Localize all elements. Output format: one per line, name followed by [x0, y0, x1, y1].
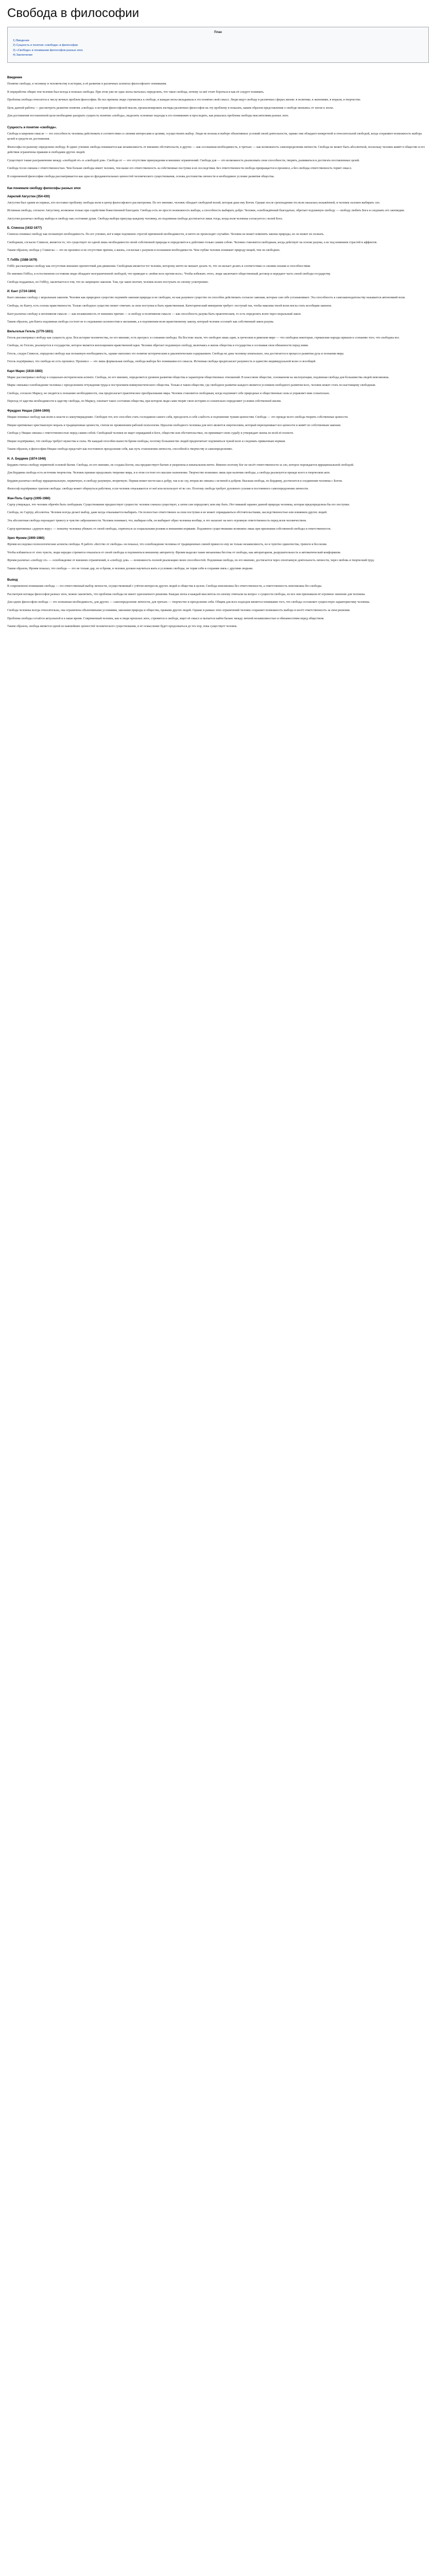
intro-heading: Введение	[7, 76, 23, 79]
toc-title: План	[214, 31, 222, 34]
essence-heading: Сущность и понятие «свобода».	[7, 126, 57, 129]
table-of-contents	[7, 27, 429, 63]
intro-section	[7, 76, 429, 119]
philosopher-name: Аврелий Августин (354-430)	[7, 195, 50, 198]
essence-section	[7, 126, 429, 180]
philosopher-paragraph: Фромм различал «свободу от» — освобождение от внешних ограничений, и «свободу для» — возможность полной реализации своих способностей. Подлинная свобода, по его мнению, достигается через спонтанную деятельность личности, через любовь и творческий труд.	[7, 559, 375, 563]
philosopher-paragraph: Ницше понимал свободу как волю к власти и самоутверждению. Свободен тот, кто способен стать господином самого себя, преодолеть в себе слабость и подчинение чужим ценностям. Свобода — это прежде всего свобода творить собственные ценности.	[7, 416, 348, 419]
philosopher-paragraph: Свобода, согласно Марксу, не сводится к познанию необходимости, она предполагает практическое преобразование мира. Человек становится свободным, когда подчиняет себе природные и общественные силы и управляет ими сознательно.	[7, 392, 330, 395]
philosopher-name: Н. А. Бердяев (1874-1948)	[7, 457, 46, 461]
philosopher-paragraph: Свобода, по Гегелю, реализуется в государстве, которое является воплощением нравственной идеи. Человек обретает подлинную свободу, включаясь в жизнь общества и государства и осознавая свои обязанности перед ними.	[7, 344, 309, 348]
essence-paragraph: Философы по-разному определяли свободу. В одних учениях свобода понимается как независимость от внешних обстоятельств, в других — как осознанная необходимость, в третьих — как возможность самоопределения личности. Свобода не может быть абсолютной, поскольку человек живёт в обществе и его действия ограничены правами и свободами других людей.	[7, 145, 425, 155]
philosopher-name: Жан-Поль Сартр (1905-1980)	[7, 497, 50, 500]
philosopher-block	[7, 370, 429, 404]
philosopher-paragraph: Бердяев считал свободу первичной основой бытия. Свобода, по его мнению, не создана Богом, она предшествует бытию и укоренена в изначальном ничто. Именно поэтому Бог не несёт ответственности за зло, которое порождается иррациональной свободой.	[7, 463, 354, 467]
toc-item-essence[interactable]: 2) Сущность и понятие «свобода» в философии	[13, 44, 78, 47]
conclusion-section	[7, 579, 429, 629]
toc-item-conclusion[interactable]: 4) Заключение	[13, 54, 33, 57]
philosopher-paragraph: Философ подчёркивал трагизм свободы: свобода может обернуться рабством, если человек отказывается от неё или использует её во зло. Поэтому свобода требует духовного усилия и постоянного самоопределения личности.	[7, 487, 309, 491]
philosopher-paragraph: Свобода подданных, по Гоббсу, заключается в том, что не запрещено законом. Там, где закон молчит, человек волен поступать по своему усмотрению.	[7, 280, 209, 284]
toc-item-eras[interactable]: 3) «Свобода» в понимании философов разных эпох	[13, 48, 83, 52]
philosopher-paragraph: Маркс рассматривал свободу в социально-историческом аспекте. Свобода, по его мнению, определяется уровнем развития общества и характером общественных отношений. В классовом обществе, основанном на эксплуатации, подлинная свобода для большинства людей невозможна.	[7, 376, 390, 379]
conclusion-paragraph: Рассмотрев взгляды философов разных эпох, можно заключить, что проблема свободы не имеет однозначного решения. Каждая эпоха и каждый мыслитель по-своему отвечали на вопрос о сущности свободы, но все они признавали её огромное значение для человека.	[7, 592, 365, 596]
philosopher-paragraph: Кант различал свободу в негативном смысле — как независимость от внешних причин — и свободу в позитивном смысле — как способность разума быть практическим, то есть определять волю через моральный закон.	[7, 312, 302, 316]
philosopher-block	[7, 259, 429, 285]
essence-paragraph: Существует также разграничение между «свободой от» и «свободой для». Свобода от — это отсутствие принуждения и внешних ограничений. Свобода для — это возможность реализовать свои способности, творить, развиваться и достигать поставленных целей.	[7, 159, 360, 162]
eras-section	[7, 187, 429, 572]
philosopher-paragraph: Таким образом, свобода у Спинозы — это не произвол и не отсутствие причин, а жизнь, согласная с разумом и познанием необходимости. Чем глубже человек понимает природу вещей, тем он свободнее.	[7, 249, 281, 252]
philosopher-paragraph: Сартр критиковал «дурную веру» — попытку человека убежать от своей свободы, спрятаться за социальными ролями и внешними нормами. Подлинное существование возможно лишь при признании собственной свободы и ответственности.	[7, 527, 332, 531]
intro-paragraph: Понятие свободы, к человеку и человечеству в истории, и её развитие в различных аспектах философского понимания.	[7, 82, 167, 86]
philosopher-block	[7, 410, 429, 452]
philosopher-paragraph: Августин различал свободу выбора и свободу как состояние души. Свобода выбора присуща каждому человеку, но подлинная свобода достигается лишь тогда, когда воля человека согласуется с волей Бога.	[7, 217, 283, 221]
philosopher-paragraph: Эта абсолютная свобода порождает тревогу и чувство заброшенности. Человек понимает, что, выбирая себя, он выбирает образ человека вообще, и это налагает на него огромную ответственность перед всем человечеством.	[7, 519, 307, 523]
eras-heading: Как понимали свободу философы разных эпох	[7, 187, 81, 190]
intro-paragraph: В переработке общих тем человек был всегда в поисках свободы. При этом уже не одна эпоха пыталась определить, что такое свобода, почему за неё стоит бороться и как её следует понимать.	[7, 90, 265, 94]
philosopher-paragraph: Гегель, следуя Спинозе, определял свободу как познанную необходимость, однако наполнял это понятие историческим и диалектическим содержанием. Свобода не дана человеку изначально, она достигается в процессе развития духа и познания мира.	[7, 352, 344, 355]
philosopher-paragraph: Для Бердяева свобода есть источник творчества. Человек призван продолжать творение мира, и в этом состоит его высшее назначение. Творчество возможно лишь при наличии свободы, а свобода реализуется прежде всего в творческом акте.	[7, 471, 330, 475]
philosopher-paragraph: Спиноза понимал свободу как познанную необходимость. По его учению, всё в мире подчинено строгой причинной необходимости, и ничто не происходит случайно. Человек не может изменить законы природы, но он может их познать.	[7, 233, 324, 236]
intro-paragraph: Для достижения поставленной цели необходимо раскрыть сущность понятия «свобода», выделить основные подходы к его пониманию и проследить, как решалась проблема свободы мыслителями разных эпох.	[7, 114, 289, 118]
philosopher-paragraph: Таким образом, в философии Ницше свобода предстаёт как постоянное преодоление себя, как путь становления личности, способной к творчеству и самоопределению.	[7, 448, 233, 451]
conclusion-paragraph: Для одних философов свобода — это познанная необходимость, для других — самоопределение личности, для третьих — творчество и преодоление себя. Общим для всех подходов является понимание того, что свобода составляет сущностную характеристику человека.	[7, 601, 370, 604]
philosopher-block	[7, 457, 429, 492]
philosopher-paragraph: Свобода, по Канту, есть основа нравственности. Только свободное существо может отвечать за свои поступки и быть нравственным. Категорический императив требует: поступай так, чтобы максима твоей воли могла стать всеобщим законом.	[7, 304, 332, 308]
document-page	[0, 0, 436, 630]
philosopher-paragraph: Гегель подчёркивал, что свобода не есть произвол. Произвол — это лишь формальная свобода, свобода выбора без понимания его смысла. Истинная свобода предполагает разумность и единство индивидуальной воли со всеобщей.	[7, 360, 317, 364]
philosopher-paragraph: Бердяев различал свободу иррациональную, первичную, и свободу разумную, вторичную. Первая может вести как к добру, так и ко злу, вторая же связана с истиной и добром. Высшая свобода, по Бердяеву, достигается в соединении человека с Богом.	[7, 479, 343, 483]
philosopher-paragraph: Августин был одним из первых, кто поставил проблему свободы воли в центр философского рассмотрения. По его мнению, человек обладает свободной волей, которая дана ему Богом. Однако после грехопадения эта воля оказалась искажённой, и человек склонен выбирать зло.	[7, 201, 380, 205]
conclusion-paragraph: Проблема свободы остаётся актуальной и в наше время. Современный человек, как и люди прошлых эпох, стремится к свободе, ищет её смысл и пытается найти баланс между личной независимостью и обязанностями перед обществом.	[7, 617, 324, 620]
philosopher-paragraph: Чтобы избавиться от этих чувств, люди нередко стремятся отказаться от своей свободы и подчиниться внешнему авторитету. Фромм выделял такие механизмы бегства от свободы, как авторитаризм, разрушительность и автоматический конформизм.	[7, 551, 341, 554]
philosopher-name: Вильгельм Гегель (1770-1831)	[7, 330, 54, 333]
philosopher-paragraph: По мнению Гоббса, в естественном состоянии люди обладают неограниченной свободой, что приводит к «войне всех против всех». Чтобы избежать этого, люди заключают общественный договор и передают часть своей свободы государству.	[7, 273, 331, 276]
philosopher-paragraph: Переход от царства необходимости к царству свободы, по Марксу, означает такое состояние общества, при котором люди сами творят свою историю и сознательно определяют условия собственной жизни.	[7, 400, 282, 403]
philosopher-paragraph: Ницше критиковал христианскую мораль и традиционные ценности, считая их проявлением рабской психологии. Идеалом свободного человека для него является сверхчеловек, который переоценивает все ценности и живёт по собственным законам.	[7, 423, 341, 427]
philosopher-paragraph: Гоббс рассматривал свободу как отсутствие внешних препятствий для движения. Свободным является тот человек, которому ничто не мешает делать то, что он желает делать в соответствии со своими силами и способностями.	[7, 264, 311, 268]
philosopher-block	[7, 227, 429, 253]
philosopher-name: Б. Спиноза (1632-1677)	[7, 227, 42, 230]
philosopher-paragraph: Таким образом, для Канта подлинная свобода состоит не в следовании склонностям и желаниям, а в подчинении воли нравственному закону, который человек осознаёт как собственный закон разума.	[7, 320, 274, 324]
philosopher-paragraph: Гегель рассматривал свободу как сущность духа. Вся история человечества, по его мнению, есть прогресс в сознании свободы. На Востоке знали, что свободен лишь один, в греческом и римском мире — что свободны некоторые, германские народы пришли к сознанию того, что свободны все.	[7, 336, 400, 340]
philosopher-name: Карл Маркс (1818-1883)	[7, 369, 43, 373]
philosopher-block	[7, 537, 429, 571]
philosopher-paragraph: Фромм исследовал психологические аспекты свободы. В работе «Бегство от свободы» он показал, что освобождение человека от традиционных связей принесло ему не только независимость, но и чувство одиночества, тревоги и бессилия.	[7, 543, 327, 547]
intro-paragraph: Проблема свободы относится к числу вечных проблем философии. Во все времена люди стремились к свободе, и каждая эпоха вкладывала в это понятие свой смысл. Люди ищут свободу в различных сферах жизни: в политике, в экономике, в морали, в творчестве.	[7, 98, 361, 102]
essence-paragraph: Свобода тесно связана с ответственностью. Чем больше свободы имеет человек, тем выше его ответственность за собственные поступки и их последствия. Без ответственности свобода превращается в произвол, а без свободы ответственность теряет смысл.	[7, 167, 352, 171]
essence-paragraph: В современной философии свобода рассматривается как одна из фундаментальных ценностей человеческого существования, основа достоинства личности и необходимое условие развития общества.	[7, 175, 275, 178]
philosopher-paragraph: Сартр утверждал, что человек обречён быть свободным. Существование предшествует сущности: человек сначала существует, а затем сам определяет, кем ему быть. Нет никакой заранее данной природы человека, которая предопределяла бы его поступки.	[7, 503, 350, 506]
philosopher-paragraph: Свобода, по Сартру, абсолютна. Человек всегда делает выбор, даже когда отказывается выбирать. Он полностью ответственен за свои поступки и не может оправдываться обстоятельствами, наследственностью или влиянием других людей.	[7, 511, 327, 515]
philosopher-name: И. Кант (1724-1804)	[7, 290, 36, 294]
philosopher-block	[7, 330, 429, 365]
essence-paragraph: Свобода в широком смысле — это способность человека действовать в соответствии со своими интересами и целями, осуществлять выбор. Люди не вольны в выборе объективных условий своей деятельности, однако они обладают конкретной и относительной свободой, когда сохраняют возможность выбора целей и средств их достижения.	[7, 132, 422, 141]
conclusion-paragraph: Свобода человека всегда относительна, она ограничена объективными условиями, законами природы и общества, правами других людей. Однако в рамках этих ограничений человек сохраняет возможность выбора и несёт ответственность за свои решения.	[7, 608, 351, 612]
philosopher-paragraph: Свободным, согласно Спинозе, является то, что существует по одной лишь необходимости своей собственной природы и определяется к действию только самим собою. Человек становится свободным, когда действует на основе разума, а не под влиянием страстей и аффектов.	[7, 241, 377, 244]
conclusion-paragraph: Таким образом, свобода является одной из важнейших ценностей человеческого существования, и её осмысление будет продолжаться до тех пор, пока существует человек.	[7, 625, 238, 629]
intro-paragraph: Цель данной работы — рассмотреть развитие понятия «свобода» в истории философской мысли, проанализировать взгляды различных философов на эту проблему и показать, каким образом представления о свободе менялись от эпохи к эпохе.	[7, 106, 334, 110]
philosopher-paragraph: Таким образом, Фромм показал, что свобода — это не только дар, но и бремя, и человек должен научиться жить в условиях свободы, не теряя себя и сохраняя связь с другими людьми.	[7, 567, 253, 570]
philosopher-paragraph: Кант связывал свободу с моральным законом. Человек как природное существо подчинён законам природы и не свободен, но как разумное существо он способен действовать согласно законам, которые сам себе устанавливает. Эта способность к самозаконодательству называется автономией воли.	[7, 296, 406, 300]
conclusion-heading: Вывод	[7, 579, 18, 582]
philosopher-paragraph: Маркс связывал освобождение человека с преодолением отчуждения труда и построением коммунистического общества. Только в таком обществе, где свободное развитие каждого является условием свободного развития всех, человек может стать по-настоящему свободным.	[7, 384, 376, 387]
philosopher-name: Эрих Фромм (1900-1980)	[7, 537, 45, 540]
philosopher-block	[7, 195, 429, 222]
philosopher-block	[7, 290, 429, 325]
page-title: Свобода в философии	[7, 6, 139, 20]
toc-item-intro[interactable]: 1) Введение	[13, 39, 29, 42]
philosopher-block	[7, 497, 429, 532]
philosopher-paragraph: Свобода у Ницше связана с ответственностью перед самим собой. Свободный человек не ищет оправданий в Боге, обществе или обстоятельствах, он принимает свою судьбу и утверждает жизнь во всей её полноте.	[7, 432, 294, 435]
philosopher-name: Т. Гоббс (1588-1679)	[7, 258, 38, 262]
philosopher-paragraph: Ницше подчёркивал, что свобода требует мужества и силы. Не каждый способен вынести бремя свободы, поэтому большинство людей предпочитает подчиняться чужой воле и следовать привычным нормам.	[7, 439, 286, 443]
philosopher-name: Фридрих Ницше (1844-1900)	[7, 410, 50, 413]
conclusion-paragraph: В современном понимании свобода — это ответственный выбор личности, осуществляемый с учётом интересов других людей и общества в целом. Свобода невозможна без ответственности, а ответственность невозможна без свободы.	[7, 585, 322, 588]
philosopher-paragraph: Истинная свобода, согласно Августину, возможна только при содействии божественной благодати. Свобода есть не просто возможность выбора, а способность выбирать добро. Человек, освобождённый благодатью, обретает подлинную свободу — свободу любить Бога и следовать его заповедям.	[7, 209, 405, 213]
